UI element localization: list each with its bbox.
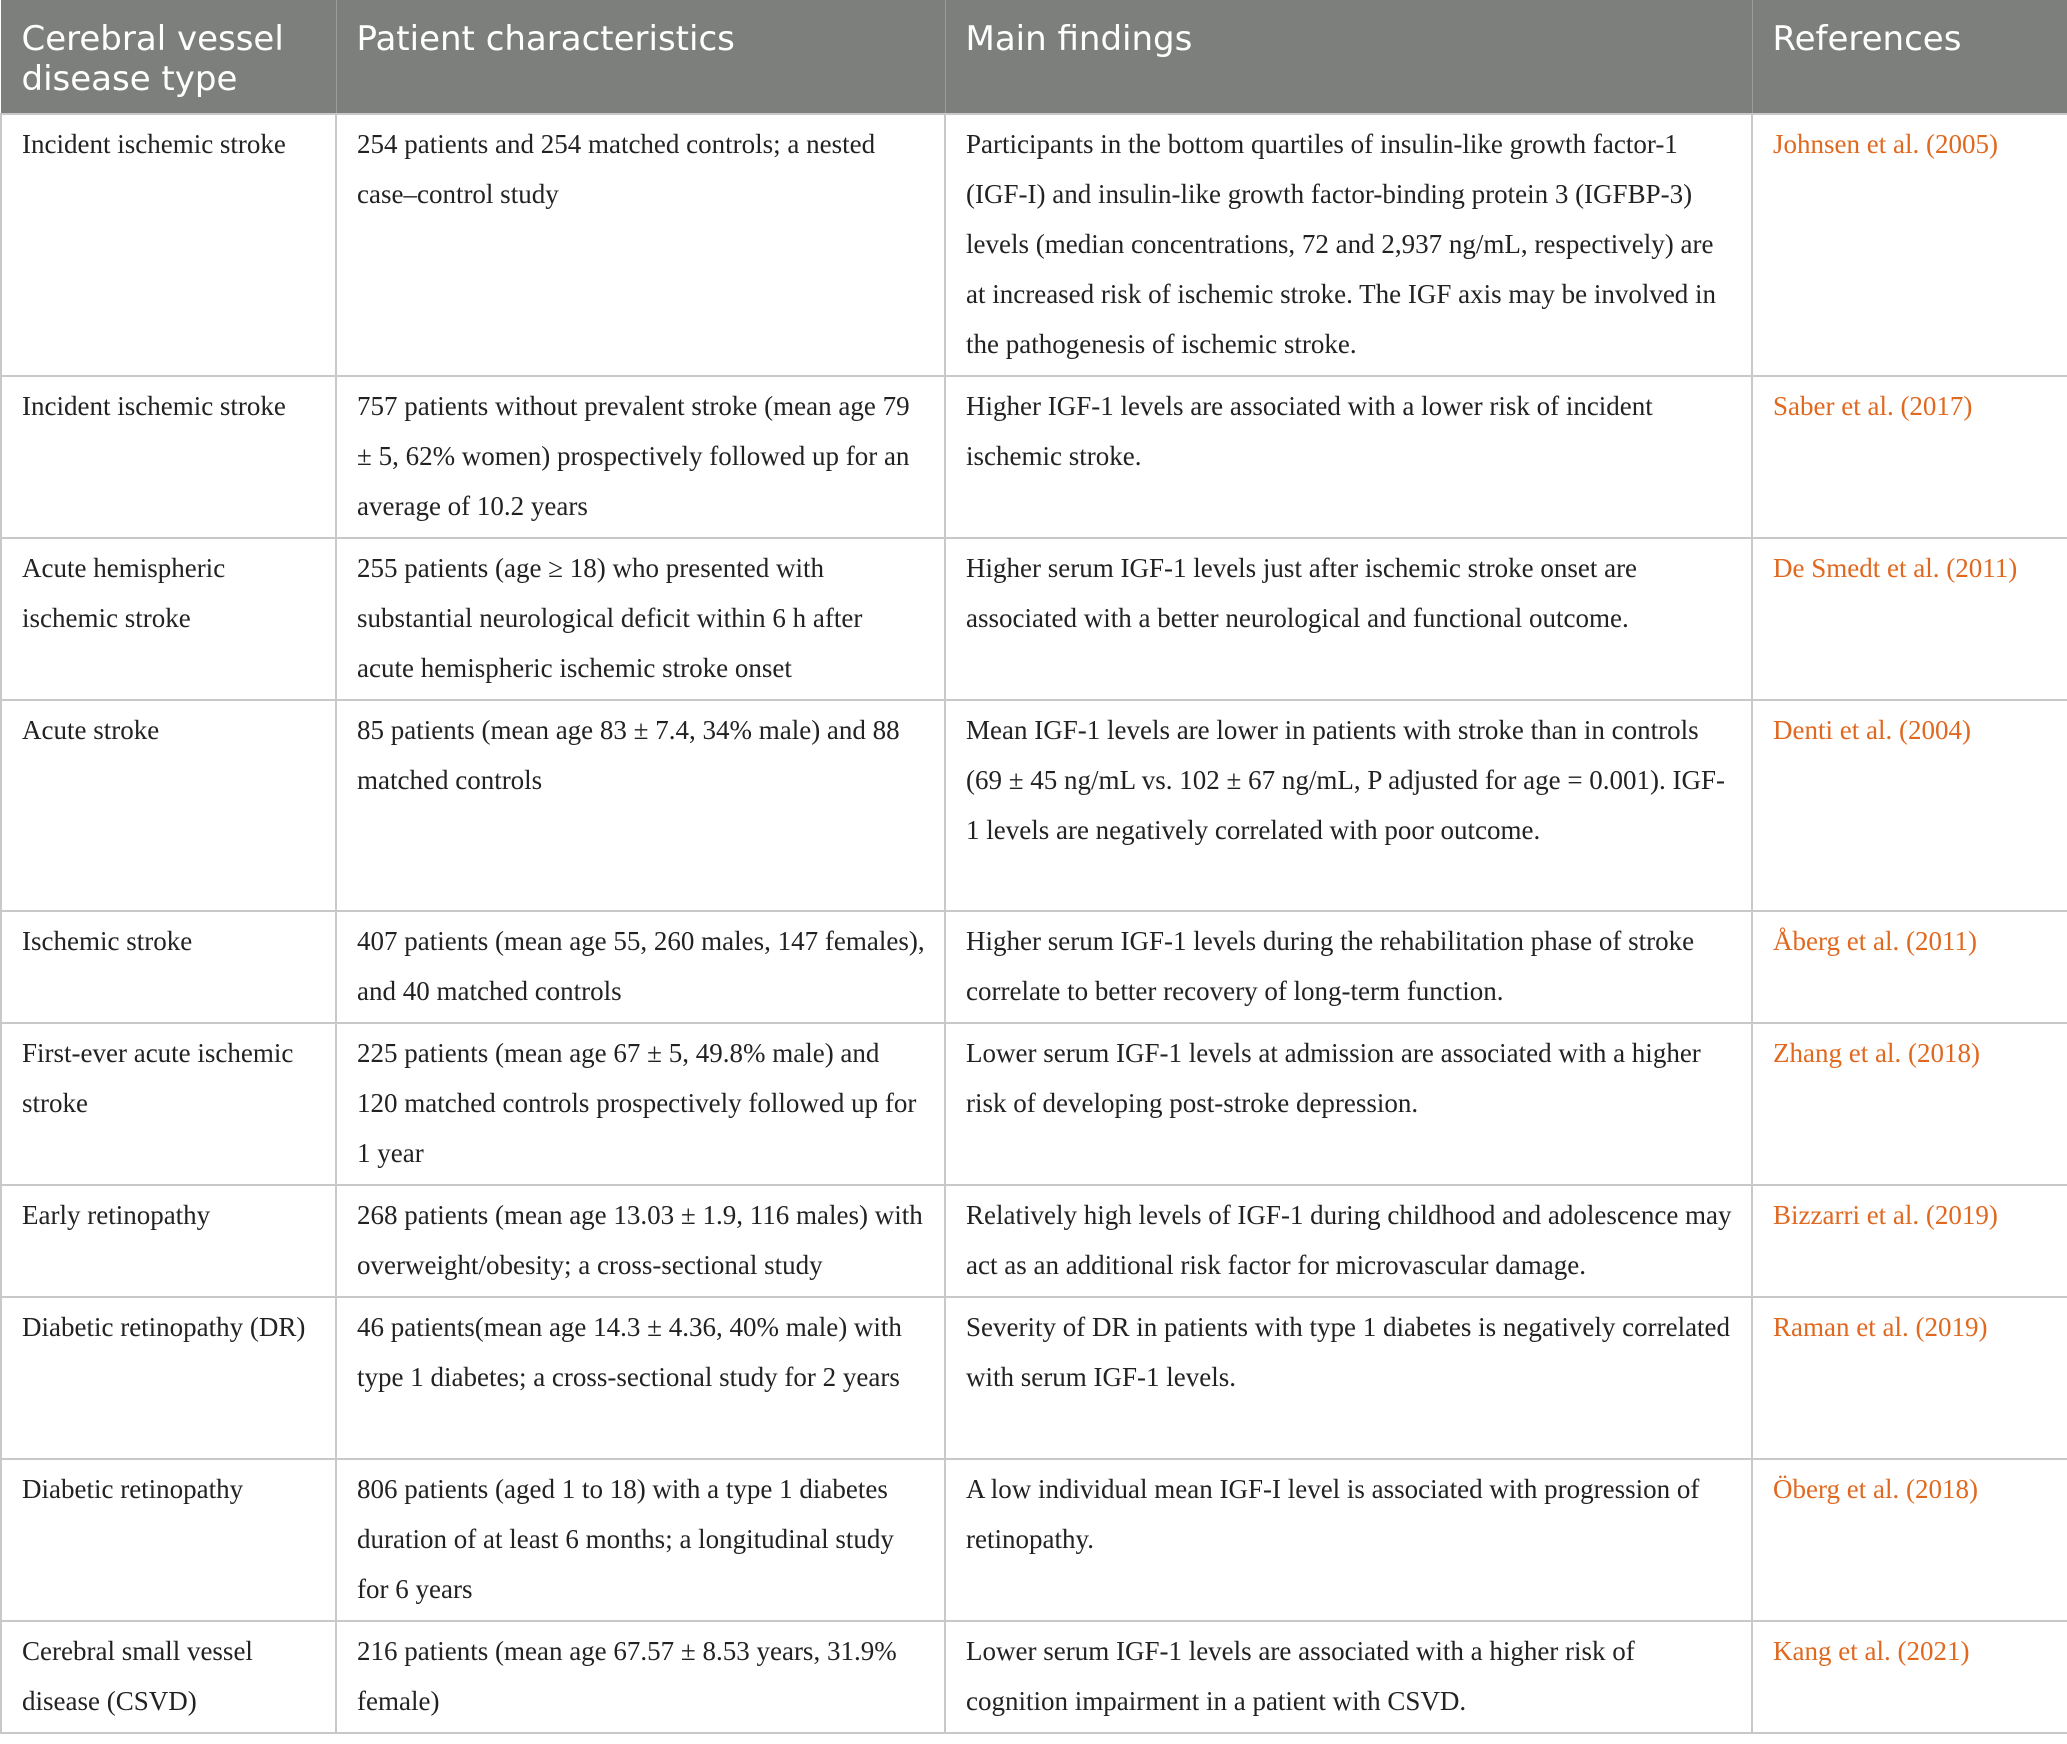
cell-patient-characteristics: 85 patients (mean age 83 ± 7.4, 34% male) and 88 matched controls (336, 700, 945, 911)
reference-link[interactable]: Saber et al. (2017) (1752, 376, 2067, 538)
cell-main-findings: Severity of DR in patients with type 1 diabetes is negatively correlated with serum IGF-1 levels. (945, 1297, 1752, 1459)
header-patient-characteristics: Patient characteristics (336, 0, 945, 114)
reference-link[interactable]: Raman et al. (2019) (1752, 1297, 2067, 1459)
table-row (1, 911, 2067, 1023)
cell-main-findings: Relatively high levels of IGF-1 during childhood and adolescence may act as an additional risk factor for microvascular damage. (945, 1185, 1752, 1297)
cell-disease-type: Acute stroke (1, 700, 336, 911)
cell-disease-type: Diabetic retinopathy (1, 1459, 336, 1621)
header-disease-type: Cerebral vessel disease type (1, 0, 336, 114)
cell-disease-type: Incident ischemic stroke (1, 114, 336, 376)
header-references: References (1752, 0, 2067, 114)
table-row (1, 700, 2067, 911)
cell-patient-characteristics: 46 patients(mean age 14.3 ± 4.36, 40% male) with type 1 diabetes; a cross-sectional study for 2 years (336, 1297, 945, 1459)
reference-link[interactable]: Öberg et al. (2018) (1752, 1459, 2067, 1621)
cell-disease-type: First-ever acute ischemic stroke (1, 1023, 336, 1185)
cell-patient-characteristics: 225 patients (mean age 67 ± 5, 49.8% male) and 120 matched controls prospectively followed up for 1 year (336, 1023, 945, 1185)
cell-disease-type: Ischemic stroke (1, 911, 336, 1023)
cell-main-findings: Participants in the bottom quartiles of insulin-like growth factor-1 (IGF-I) and insulin-like growth factor-binding protein 3 (IGFBP-3) levels (median concentrations, 72 and 2,937 ng/mL, respectively) are at increased risk of ischemic stroke. The IGF axis may be involved in the pathogenesis of ischemic stroke. (945, 114, 1752, 376)
cell-main-findings: Lower serum IGF-1 levels are associated with a higher risk of cognition impairment in a patient with CSVD. (945, 1621, 1752, 1733)
table-row (1, 1185, 2067, 1297)
cell-main-findings: Higher IGF-1 levels are associated with a lower risk of incident ischemic stroke. (945, 376, 1752, 538)
cell-patient-characteristics: 806 patients (aged 1 to 18) with a type 1 diabetes duration of at least 6 months; a longitudinal study for 6 years (336, 1459, 945, 1621)
table-row (1, 1297, 2067, 1459)
table-row (1, 376, 2067, 538)
cell-disease-type: Incident ischemic stroke (1, 376, 336, 538)
cell-patient-characteristics: 268 patients (mean age 13.03 ± 1.9, 116 males) with overweight/obesity; a cross-sectional study (336, 1185, 945, 1297)
cell-disease-type: Early retinopathy (1, 1185, 336, 1297)
cell-disease-type: Cerebral small vessel disease (CSVD) (1, 1621, 336, 1733)
reference-link[interactable]: Kang et al. (2021) (1752, 1621, 2067, 1733)
cell-patient-characteristics: 216 patients (mean age 67.57 ± 8.53 years, 31.9% female) (336, 1621, 945, 1733)
cell-main-findings: A low individual mean IGF-I level is associated with progression of retinopathy. (945, 1459, 1752, 1621)
cell-main-findings: Mean IGF-1 levels are lower in patients with stroke than in controls (69 ± 45 ng/mL vs. 102 ± 67 ng/mL, P adjusted for age = 0.001). IGF-1 levels are negatively correlated with poor outcome. (945, 700, 1752, 911)
table-row (1, 1621, 2067, 1733)
cell-patient-characteristics: 757 patients without prevalent stroke (mean age 79 ± 5, 62% women) prospectively followed up for an average of 10.2 years (336, 376, 945, 538)
cell-main-findings: Higher serum IGF-1 levels during the rehabilitation phase of stroke correlate to better recovery of long-term function. (945, 911, 1752, 1023)
cell-patient-characteristics: 254 patients and 254 matched controls; a nested case–control study (336, 114, 945, 376)
table-row (1, 1023, 2067, 1185)
reference-link[interactable]: Denti et al. (2004) (1752, 700, 2067, 911)
cell-patient-characteristics: 255 patients (age ≥ 18) who presented with substantial neurological deficit within 6 h after acute hemispheric ischemic stroke onset (336, 538, 945, 700)
table-body (1, 114, 2067, 1733)
cell-patient-characteristics: 407 patients (mean age 55, 260 males, 147 females), and 40 matched controls (336, 911, 945, 1023)
cell-disease-type: Diabetic retinopathy (DR) (1, 1297, 336, 1459)
cell-main-findings: Lower serum IGF-1 levels at admission are associated with a higher risk of developing post-stroke depression. (945, 1023, 1752, 1185)
header-main-findings: Main findings (945, 0, 1752, 114)
reference-link[interactable]: Bizzarri et al. (2019) (1752, 1185, 2067, 1297)
table-row (1, 1459, 2067, 1621)
table-row (1, 114, 2067, 376)
reference-link[interactable]: De Smedt et al. (2011) (1752, 538, 2067, 700)
cell-disease-type: Acute hemispheric ischemic stroke (1, 538, 336, 700)
reference-link[interactable]: Åberg et al. (2011) (1752, 911, 2067, 1023)
header-row (1, 0, 2067, 114)
reference-link[interactable]: Zhang et al. (2018) (1752, 1023, 2067, 1185)
table-header (1, 0, 2067, 114)
table-row (1, 538, 2067, 700)
reference-link[interactable]: Johnsen et al. (2005) (1752, 114, 2067, 376)
cell-main-findings: Higher serum IGF-1 levels just after ischemic stroke onset are associated with a better neurological and functional outcome. (945, 538, 1752, 700)
